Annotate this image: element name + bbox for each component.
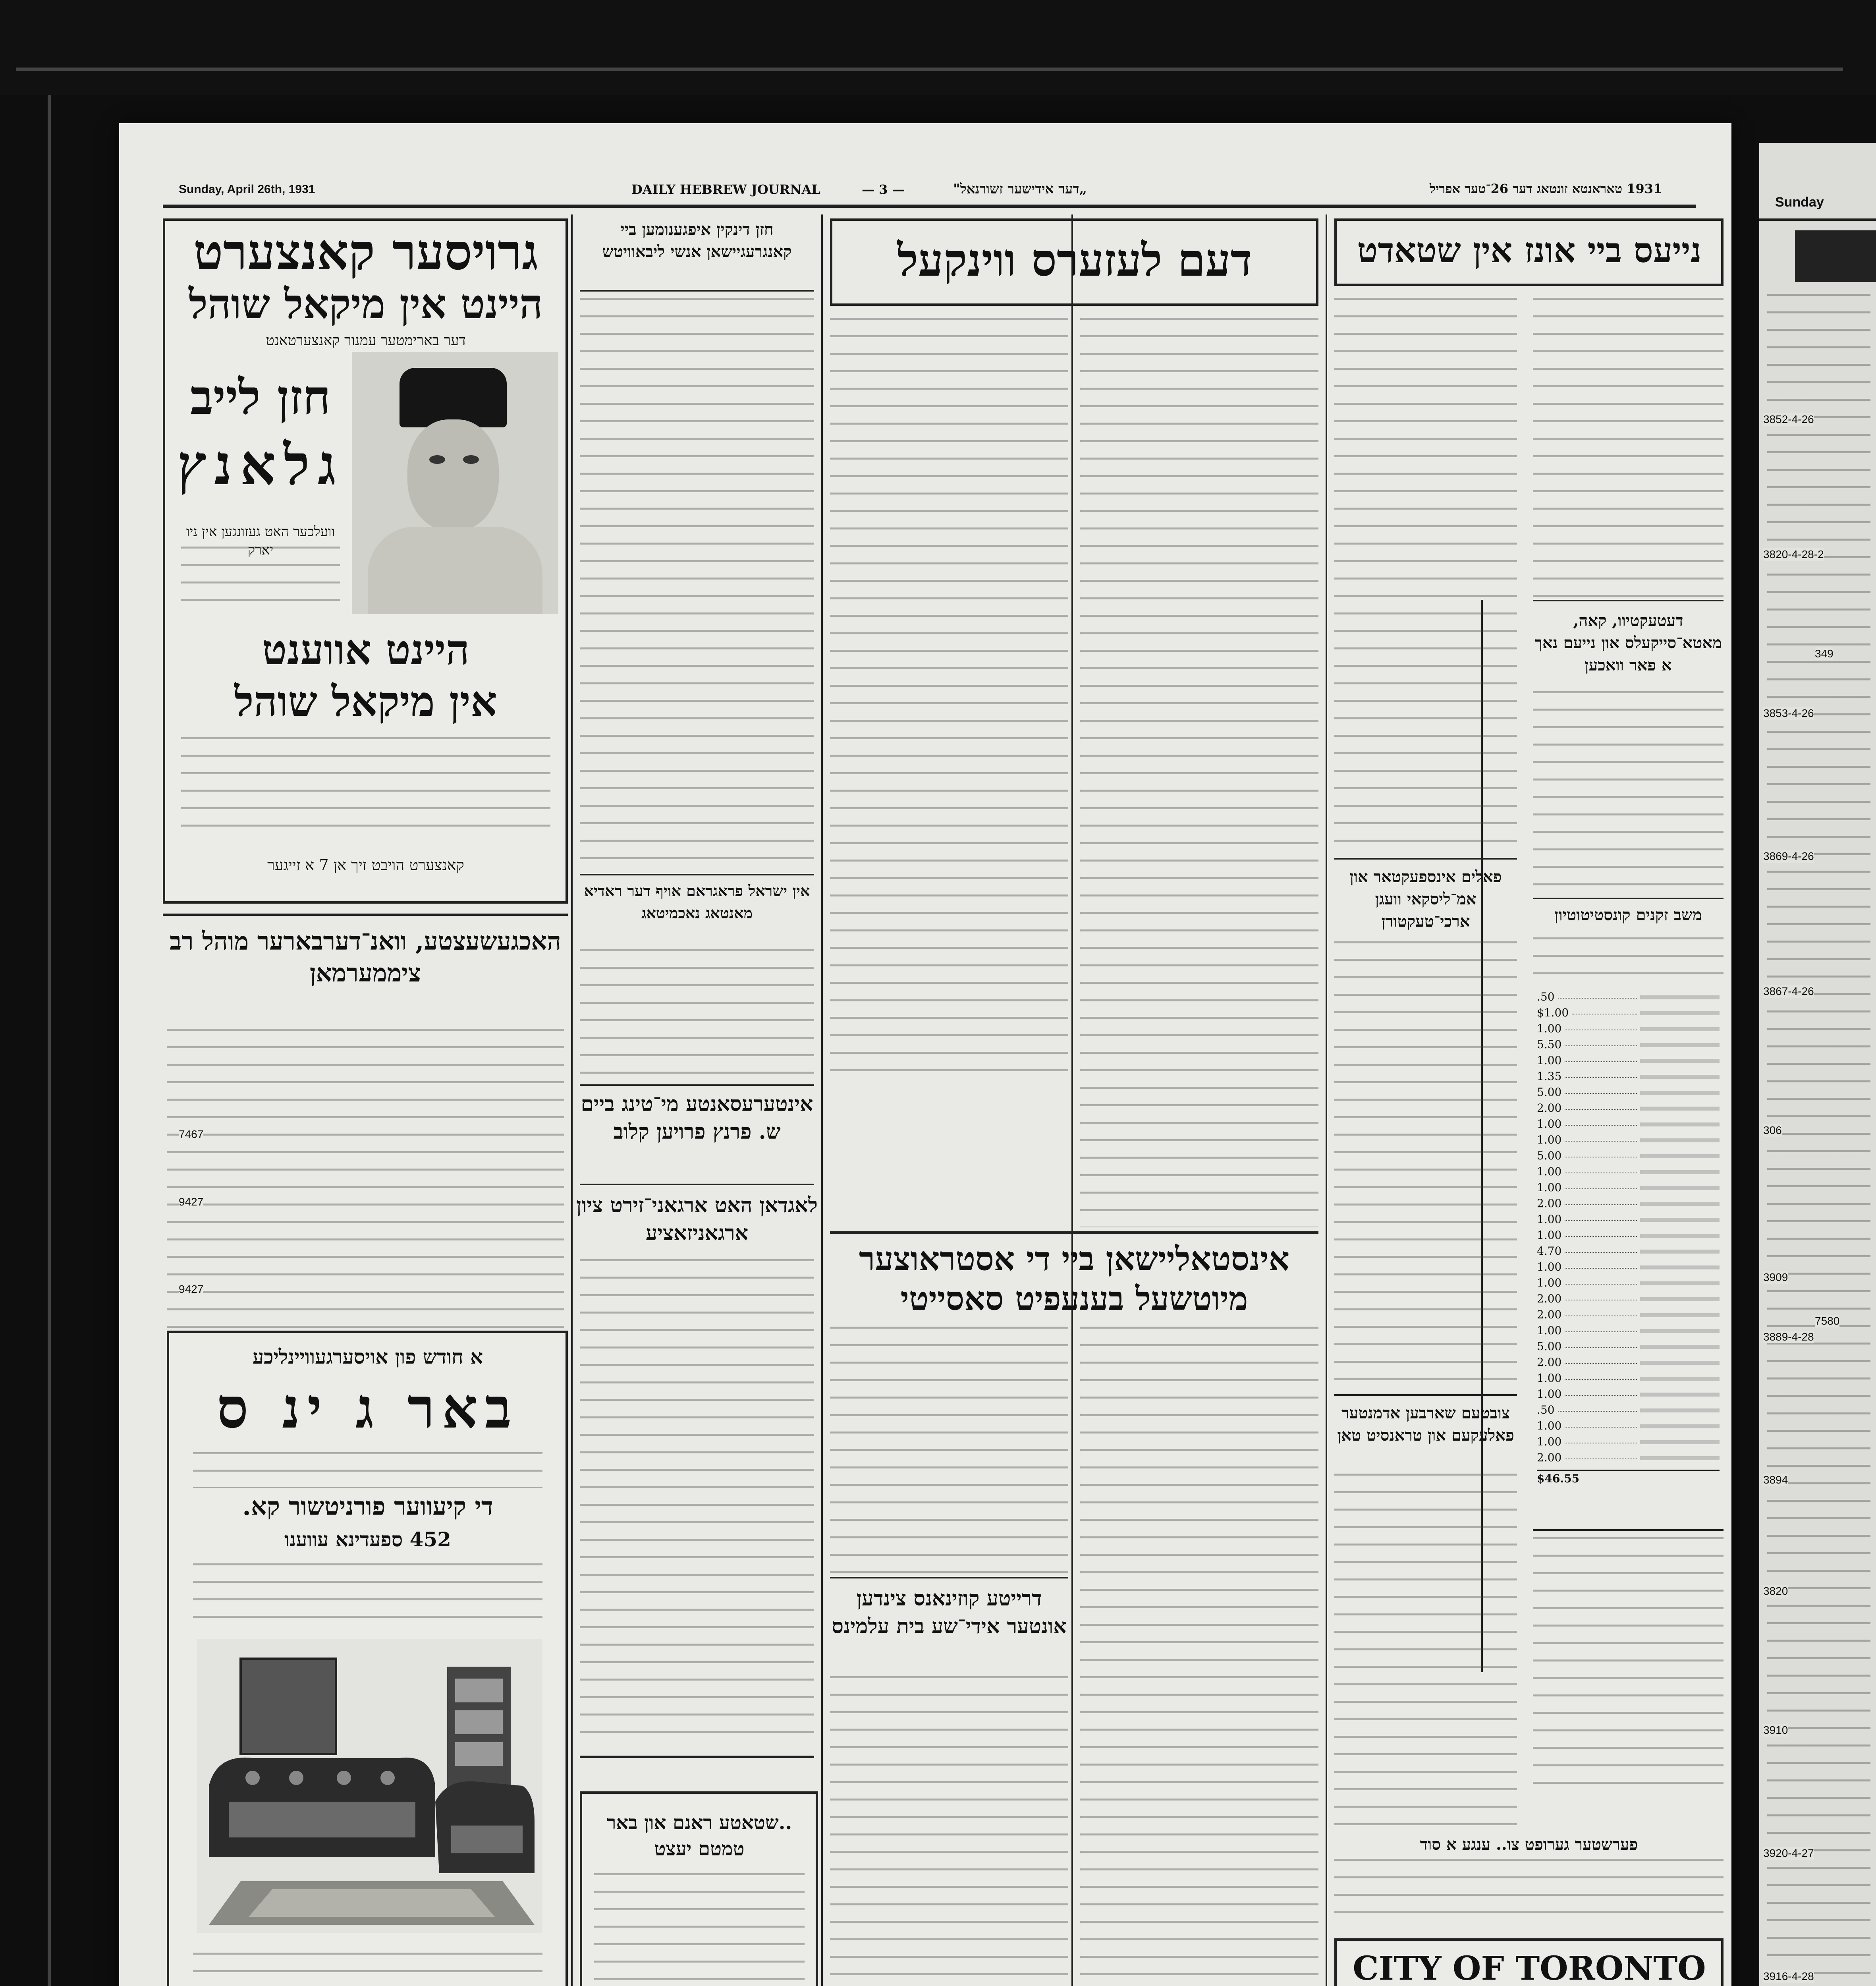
cantor-name: גלאנץ xyxy=(177,433,344,498)
price-value: 2.00 xyxy=(1537,1308,1562,1321)
price-leader xyxy=(1565,1243,1637,1253)
price-leader xyxy=(1565,1323,1637,1332)
price-leader xyxy=(1565,1053,1637,1062)
donor-name xyxy=(1640,1408,1720,1412)
cantor-robe xyxy=(368,527,542,614)
laundry-ad xyxy=(580,1791,818,1986)
cantor-portrait xyxy=(352,352,558,614)
price-value: 1.00 xyxy=(1537,1435,1562,1448)
edge-code: 3920-4-27 xyxy=(1763,1847,1814,1859)
price-value: 1.00 xyxy=(1537,1387,1562,1401)
price-list-row xyxy=(1537,989,1720,1005)
headline-mohel: האכגעשעצטע, וואנ־דערבארער מוהל רב ציממערמאן xyxy=(170,927,561,987)
edge-code: 3894 xyxy=(1763,1474,1788,1486)
donor-name xyxy=(1640,1393,1720,1397)
price-value: 5.50 xyxy=(1537,1038,1562,1051)
price-leader xyxy=(1565,1450,1637,1459)
price-leader xyxy=(1572,1005,1637,1014)
donor-name xyxy=(1640,1456,1720,1460)
donor-name xyxy=(1640,1313,1720,1317)
price-value: 2.00 xyxy=(1537,1101,1562,1115)
concert-intro: וועלכער האט געזונגען אין ניו יארק xyxy=(186,524,335,558)
price-leader xyxy=(1565,1259,1637,1269)
donor-name xyxy=(1640,1234,1720,1238)
column-rule xyxy=(821,214,823,1986)
headline-london-zion: לאגדאן האט ארגאני־זירט ציון ארגאניזאציע xyxy=(576,1193,818,1245)
price-value: 1.00 xyxy=(1537,1260,1562,1273)
price-leader xyxy=(1565,1227,1637,1237)
price-value: 1.00 xyxy=(1537,1117,1562,1130)
adjacent-page-edge xyxy=(1759,143,1876,1986)
price-value: .50 xyxy=(1537,1403,1555,1416)
edge-code: 3853-4-26 xyxy=(1763,707,1814,719)
donor-name xyxy=(1640,1186,1720,1190)
article-text xyxy=(1334,1474,1517,1831)
header-paper-en: DAILY HEBREW JOURNAL xyxy=(631,182,820,197)
price-value: 1.00 xyxy=(1537,1372,1562,1385)
price-list-row xyxy=(1537,1259,1720,1275)
price-value: 1.35 xyxy=(1537,1070,1562,1083)
sofa-illustration xyxy=(193,1635,546,1937)
header-date-he: 1931 טאראנטא זונטאג דער 26־טער אפריל xyxy=(1430,181,1662,196)
price-leader xyxy=(1565,1116,1637,1126)
donor-name xyxy=(1640,1043,1720,1047)
newspaper-page xyxy=(119,123,1731,1986)
price-value: 1.00 xyxy=(1537,1324,1562,1337)
donor-name xyxy=(1640,1170,1720,1174)
article-text xyxy=(580,949,814,1080)
price-list-row xyxy=(1537,1211,1720,1227)
price-leader xyxy=(1565,1180,1637,1189)
price-value: 1.00 xyxy=(1537,1022,1562,1035)
price-leader xyxy=(1565,1037,1637,1046)
article-text xyxy=(1533,1537,1724,1791)
headline-architects: דעטעקטיוו, קאה, מאטא־סייקעלס און נייעם נאך א פאר וואכען xyxy=(1534,611,1722,674)
memorial-headline: דעם לעזערס ווינקעל xyxy=(897,234,1252,286)
price-list-row xyxy=(1537,1164,1720,1180)
donor-name xyxy=(1640,1154,1720,1158)
listing-code: 9427 xyxy=(179,1196,204,1208)
price-leader xyxy=(1565,1291,1637,1300)
edge-headline-block xyxy=(1795,230,1876,282)
price-list-row xyxy=(1537,1243,1720,1259)
price-list-row xyxy=(1537,1386,1720,1402)
donor-name xyxy=(1640,1297,1720,1301)
news-head-box xyxy=(1334,218,1724,286)
price-leader xyxy=(1565,1196,1637,1205)
concert-subtitle: דער בארימטער עמנור קאנצערטאנט xyxy=(266,332,466,349)
donor-name xyxy=(1640,1440,1720,1444)
price-value: 1.00 xyxy=(1537,1276,1562,1289)
price-total: $46.55 xyxy=(1537,1472,1580,1485)
donor-name xyxy=(1640,1027,1720,1031)
price-list-title: משב זקנים קונסטיטוטיון xyxy=(1554,906,1702,924)
listing-code: 9427 xyxy=(179,1283,204,1295)
city-title: CITY OF TORONTO xyxy=(1353,1949,1706,1986)
column-rule xyxy=(571,214,573,1986)
price-list xyxy=(1537,989,1720,1487)
furniture-address: 452 ספעדינא עווענו xyxy=(284,1528,451,1551)
price-list-row xyxy=(1537,1196,1720,1211)
edge-code: 3916-4-28 xyxy=(1763,1970,1814,1982)
header-rule xyxy=(163,205,1696,208)
price-value: 2.00 xyxy=(1537,1356,1562,1369)
price-value: 2.00 xyxy=(1537,1292,1562,1305)
donor-name xyxy=(1640,1122,1720,1126)
price-list-row xyxy=(1537,1068,1720,1084)
edge-code: 3910 xyxy=(1763,1724,1788,1736)
edge-number: 306 xyxy=(1763,1124,1782,1136)
furniture-ad-title: באר ג ינ ס xyxy=(216,1376,519,1441)
article-text xyxy=(830,318,1068,1080)
price-leader xyxy=(1558,989,1637,999)
price-list-row xyxy=(1537,1323,1720,1339)
headline-pfui: פערשטער גערופט צו.. ענגע א סוד xyxy=(1420,1835,1638,1854)
price-leader xyxy=(1565,1354,1637,1364)
wall-picture xyxy=(241,1659,336,1754)
header-page-number: — 3 — xyxy=(862,182,905,197)
news-headline: נייעס ביי אונז אין שטאדט xyxy=(1357,230,1702,270)
article-text xyxy=(1334,298,1517,854)
price-value: 4.70 xyxy=(1537,1244,1562,1258)
price-value: 1.00 xyxy=(1537,1054,1562,1067)
headline-installation: אינסטאליישאן ביי די אסטראוצער מיוטשעל בענעפיט סאסייטי xyxy=(859,1240,1290,1318)
article-text xyxy=(1080,1327,1318,1986)
memorial-head-box xyxy=(830,218,1318,306)
concert-venue-title: היינט אין מיקאל שוהל xyxy=(189,280,543,328)
price-list-row xyxy=(1537,1275,1720,1291)
price-leader xyxy=(1565,1132,1637,1142)
edge-code: 3820 xyxy=(1763,1585,1788,1597)
price-leader xyxy=(1565,1084,1637,1094)
donor-name xyxy=(1640,1377,1720,1381)
price-value: 1.00 xyxy=(1537,1165,1562,1178)
article-text xyxy=(830,1327,1068,1573)
article-text xyxy=(1334,941,1517,1386)
price-total-row xyxy=(1537,1470,1720,1487)
price-leader xyxy=(1565,1339,1637,1348)
column-rule xyxy=(1071,214,1073,1986)
furniture-ad xyxy=(167,1331,568,1986)
price-list-row xyxy=(1537,1116,1720,1132)
scan-top-border xyxy=(0,0,1876,95)
price-list-row xyxy=(1537,1180,1720,1196)
price-value: 5.00 xyxy=(1537,1149,1562,1162)
donor-name xyxy=(1640,1107,1720,1111)
header-date-en: Sunday, April 26th, 1931 xyxy=(179,183,315,196)
edge-number: 7580 xyxy=(1815,1315,1840,1327)
price-value: 2.00 xyxy=(1537,1197,1562,1210)
price-list-row xyxy=(1537,1291,1720,1307)
price-leader xyxy=(1565,1370,1637,1380)
price-leader xyxy=(1565,1021,1637,1030)
price-leader xyxy=(1565,1418,1637,1428)
price-list-row xyxy=(1537,1227,1720,1243)
laundry-ad-headline: ..שטאטע ראנם און באר טמטם יעצט xyxy=(606,1812,792,1860)
article-text xyxy=(1080,318,1318,1227)
edge-code: 3852-4-26 xyxy=(1763,413,1814,425)
article-text xyxy=(580,298,814,870)
price-leader xyxy=(1565,1148,1637,1157)
price-value: .50 xyxy=(1537,990,1555,1003)
price-value: 5.00 xyxy=(1537,1086,1562,1099)
price-leader xyxy=(1565,1100,1637,1110)
concert-where: אין מיקאל שוהל xyxy=(234,677,497,726)
donor-name xyxy=(1640,1424,1720,1428)
price-value: 2.00 xyxy=(1537,1451,1562,1464)
article-text xyxy=(1533,298,1724,600)
price-value: 5.00 xyxy=(1537,1340,1562,1353)
price-list-row xyxy=(1537,1354,1720,1370)
headline-intersession: אינטערעסאנטע מי־טינג ביים ש. פרנץ פרויען קלוב xyxy=(581,1092,813,1144)
price-list-row xyxy=(1537,1053,1720,1068)
edge-code: 3889-4-28 xyxy=(1763,1331,1814,1343)
price-list-row xyxy=(1537,1084,1720,1100)
donor-name xyxy=(1640,1011,1720,1015)
header-paper-he: „דער אידישער זשורנאל" xyxy=(953,181,1087,197)
donor-name xyxy=(1640,1091,1720,1095)
price-value: 1.00 xyxy=(1537,1229,1562,1242)
donor-name xyxy=(1640,1075,1720,1079)
edge-date: Sunday xyxy=(1775,195,1824,210)
donor-name xyxy=(1640,1202,1720,1206)
listing-code: 7467 xyxy=(179,1128,204,1140)
price-leader xyxy=(1565,1386,1637,1396)
edge-code: 3869-4-26 xyxy=(1763,850,1814,862)
price-list-row xyxy=(1537,1450,1720,1466)
donor-name xyxy=(1640,1138,1720,1142)
price-list-row xyxy=(1537,1037,1720,1053)
donor-name xyxy=(1640,995,1720,999)
price-leader xyxy=(1565,1275,1637,1285)
price-list-row xyxy=(1537,1148,1720,1164)
scan-line xyxy=(16,68,1843,71)
price-list-row xyxy=(1537,1132,1720,1148)
article-text xyxy=(830,1676,1068,1986)
price-leader xyxy=(1565,1068,1637,1078)
headline-israel-radio: אין ישראל פראגראם אויף דער ראדיא מאנטאג נאכמיטאג xyxy=(584,882,810,922)
edge-number: 349 xyxy=(1815,647,1834,660)
edge-rule xyxy=(1759,218,1876,221)
donor-name xyxy=(1640,1281,1720,1285)
donor-name xyxy=(1640,1265,1720,1269)
donor-name xyxy=(1640,1218,1720,1222)
furniture-firm: די קיעווער פורניטשור קא. xyxy=(242,1492,493,1521)
headline-mortgage: צובטעם שארבען אדמנטער פאלעקעם און טראנסיט טאן xyxy=(1337,1404,1514,1445)
price-value: 1.00 xyxy=(1537,1419,1562,1432)
column-rule xyxy=(1326,214,1327,1986)
price-leader xyxy=(1565,1434,1637,1443)
concert-ad xyxy=(163,218,568,904)
price-value: 1.00 xyxy=(1537,1133,1562,1146)
price-list-row xyxy=(1537,1418,1720,1434)
price-value: $1.00 xyxy=(1537,1006,1569,1019)
price-list-row xyxy=(1537,1370,1720,1386)
cantor-cap xyxy=(400,368,507,427)
donor-name xyxy=(1640,1329,1720,1333)
edge-code: 3909 xyxy=(1763,1271,1788,1283)
cantor-face xyxy=(407,419,499,531)
scan-left-rail xyxy=(48,95,51,1986)
edge-code: 3820-4-28-2 xyxy=(1763,548,1824,560)
price-list-row xyxy=(1537,1307,1720,1323)
price-leader xyxy=(1558,1402,1637,1412)
price-list-row xyxy=(1537,1005,1720,1021)
headline-cousins: דרייטע קוזינאנס צינדען אונטער אידי־שע בית עלמינס xyxy=(832,1586,1067,1638)
price-leader xyxy=(1565,1164,1637,1173)
concert-footer: קאנצערט הויבט זיך אן 7 א זייגער xyxy=(267,856,464,874)
price-leader xyxy=(1565,1211,1637,1221)
donor-name xyxy=(1640,1250,1720,1254)
concert-when: היינט אווענט xyxy=(262,625,470,674)
price-list-row xyxy=(1537,1021,1720,1037)
donor-name xyxy=(1640,1345,1720,1349)
price-value: 1.00 xyxy=(1537,1181,1562,1194)
price-list-row xyxy=(1537,1100,1720,1116)
article-text xyxy=(580,1259,814,1740)
edge-code: 3867-4-26 xyxy=(1763,985,1814,997)
city-of-toronto-notice xyxy=(1334,1938,1724,1986)
price-leader xyxy=(1565,1307,1637,1316)
article-text xyxy=(1533,691,1724,890)
donor-name xyxy=(1640,1361,1720,1365)
headline-convention: פאלים אינספעקטאר און אמ־ליסקאי וועגן ארכי־טעקטורן xyxy=(1349,867,1502,931)
price-list-row xyxy=(1537,1402,1720,1418)
furniture-ad-top: א חודש פון אויסערגעוויינליכע xyxy=(252,1345,483,1368)
price-list-row xyxy=(1537,1339,1720,1354)
price-value: 1.00 xyxy=(1537,1213,1562,1226)
headline-dinkin: חזן דינקין איפגענומען ביי קאנגרעגיישאן אנשי ליבאוויטש xyxy=(602,220,792,261)
concert-title: גרויסער קאנצערט xyxy=(193,224,538,281)
cantor-label: חזן לייב xyxy=(190,369,331,425)
donor-name xyxy=(1640,1059,1720,1063)
price-list-row xyxy=(1537,1434,1720,1450)
